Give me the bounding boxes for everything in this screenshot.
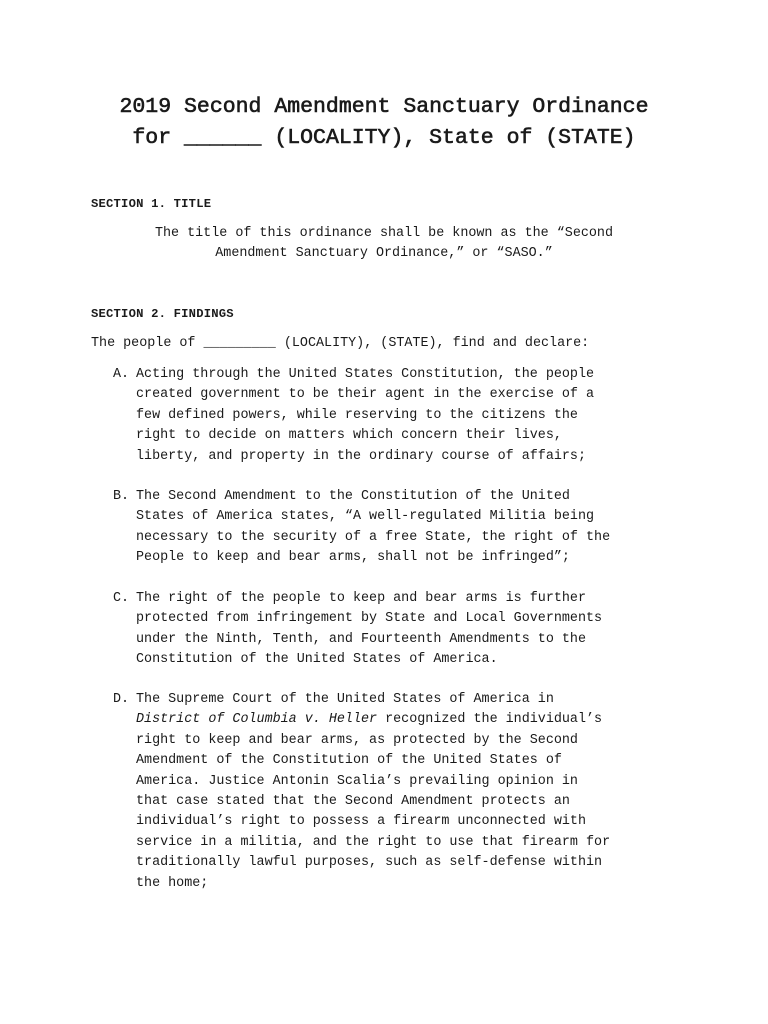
finding-line: The Supreme Court of the United States of America in [136, 692, 554, 707]
finding-text [136, 690, 696, 894]
finding-line: Acting through the United States Constitution, the people [136, 367, 595, 382]
finding-text [136, 365, 696, 467]
finding-line-rest: recognized the individual’s [377, 712, 603, 728]
finding-line: the home; [136, 875, 209, 891]
finding-text [136, 589, 696, 671]
finding-letter: A. [113, 367, 130, 382]
finding-line: The Second Amendment to the Constitution of the United [136, 489, 570, 504]
finding-line: under the Ninth, Tenth, and Fourteenth Amendments to the [136, 631, 586, 647]
section-1-paragraph [100, 224, 668, 265]
finding-line: few defined powers, while reserving to the citizens the [136, 407, 578, 423]
finding-line: protected from infringement by State and Local Governments [136, 611, 603, 627]
section-1-heading: SECTION 1. TITLE [91, 197, 212, 211]
section-1-line-1: The title of this ordinance shall be known as the “Second [154, 226, 614, 241]
document-title [0, 92, 768, 154]
case-name: District of Columbia v. Heller [136, 712, 378, 728]
finding-line: The right of the people to keep and bear arms is further [136, 591, 586, 606]
title-line-2: for ______ (LOCALITY), State of (STATE) [132, 126, 636, 150]
finding-line: liberty, and property in the ordinary course of affairs; [136, 448, 586, 464]
finding-line: Constitution of the United States of America. [136, 652, 498, 668]
finding-letter: B. [113, 489, 130, 504]
finding-line [136, 710, 696, 730]
finding-line: individual’s right to possess a firearm unconnected with [136, 814, 586, 830]
finding-line: States of America states, “A well-regulated Militia being [136, 509, 595, 525]
title-line-1: 2019 Second Amendment Sanctuary Ordinance [119, 95, 649, 119]
finding-line: that case stated that the Second Amendment protects an [136, 794, 570, 810]
section-1-line-2: Amendment Sanctuary Ordinance,” or “SASO.” [215, 246, 553, 262]
finding-line: service in a militia, and the right to use that firearm for [136, 834, 611, 850]
finding-line: right to decide on matters which concern their lives, [136, 428, 562, 444]
finding-line: traditionally lawful purposes, such as self-defense within [136, 855, 603, 871]
section-2-heading: SECTION 2. FINDINGS [91, 307, 234, 321]
finding-text [136, 487, 696, 569]
finding-line: Amendment of the Constitution of the United States of [136, 753, 562, 769]
finding-line: right to keep and bear arms, as protected by the Second [136, 732, 578, 748]
findings-intro: The people of _________ (LOCALITY), (STATE), find and declare: [91, 336, 590, 351]
finding-letter: C. [113, 591, 130, 606]
finding-line: necessary to the security of a free State, the right of the [136, 529, 611, 545]
finding-letter: D. [113, 692, 130, 707]
finding-line: People to keep and bear arms, shall not be infringed”; [136, 550, 570, 566]
finding-line: America. Justice Antonin Scalia’s prevailing opinion in [136, 773, 578, 789]
finding-line: created government to be their agent in the exercise of a [136, 387, 595, 403]
